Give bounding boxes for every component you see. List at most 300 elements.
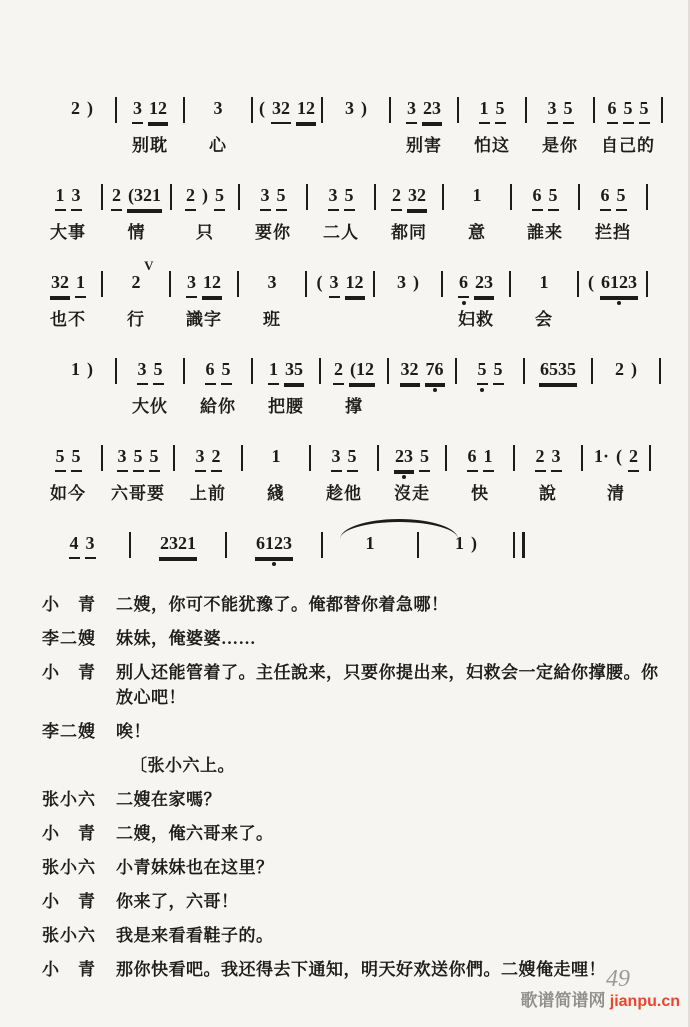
measure-notes bbox=[532, 183, 559, 211]
barline bbox=[659, 358, 661, 384]
note: ( bbox=[316, 272, 323, 292]
lyric: 大事 bbox=[50, 223, 86, 242]
measure bbox=[516, 270, 572, 330]
dialogue-row bbox=[42, 592, 670, 617]
lyric: 清 bbox=[607, 484, 625, 503]
speech-text: 二嫂，你可不能犹豫了。俺都替你着急哪！ bbox=[116, 595, 449, 614]
measure-notes bbox=[454, 531, 478, 559]
note: 23 bbox=[422, 96, 442, 124]
barline bbox=[241, 445, 243, 471]
dialogue-row bbox=[42, 660, 670, 710]
barline bbox=[251, 358, 253, 384]
lyric: 情 bbox=[127, 223, 146, 242]
speaker-name: 小 青 bbox=[42, 824, 96, 843]
note: ) bbox=[87, 98, 93, 118]
barline bbox=[577, 271, 579, 297]
barline bbox=[661, 97, 663, 123]
note: 5 bbox=[639, 96, 650, 124]
note: 5 bbox=[616, 183, 627, 211]
note: 2 bbox=[71, 98, 80, 118]
note: 3 bbox=[331, 444, 342, 472]
note: 6 bbox=[467, 444, 478, 472]
note: 32 bbox=[271, 96, 291, 124]
measure-notes bbox=[205, 357, 232, 385]
speaker-name: 张小六 bbox=[42, 790, 96, 809]
note: 3 bbox=[132, 96, 143, 124]
note: 1 bbox=[365, 533, 375, 553]
music-line bbox=[40, 444, 668, 504]
barline bbox=[306, 184, 308, 210]
measure-notes bbox=[614, 357, 638, 385]
note: 1 bbox=[455, 533, 464, 553]
lyric: 别耽 bbox=[132, 136, 168, 155]
double-barline bbox=[513, 532, 525, 558]
measure bbox=[452, 444, 508, 504]
note: 1 bbox=[472, 185, 482, 205]
lyric: 怕这 bbox=[474, 136, 510, 155]
measure bbox=[384, 444, 440, 504]
barline bbox=[374, 184, 376, 210]
note: 76 bbox=[425, 357, 445, 385]
note: 5 bbox=[149, 444, 160, 472]
measure bbox=[122, 357, 178, 417]
measure-notes bbox=[331, 444, 358, 472]
barline bbox=[389, 97, 391, 123]
lyric: 上前 bbox=[190, 484, 226, 503]
measure bbox=[248, 444, 304, 504]
speaker-name: 小 青 bbox=[42, 960, 96, 979]
measure-notes bbox=[50, 270, 86, 298]
measure-notes bbox=[328, 183, 355, 211]
note: 2 bbox=[211, 444, 222, 472]
measure-notes bbox=[365, 531, 376, 559]
note: 3 bbox=[406, 96, 417, 124]
note: 6 bbox=[600, 183, 611, 211]
measure-notes bbox=[111, 183, 162, 211]
barline bbox=[525, 97, 527, 123]
note: 1 bbox=[483, 444, 494, 472]
note: 2 bbox=[111, 183, 122, 211]
measure-notes bbox=[186, 270, 222, 298]
lyric: 意 bbox=[468, 223, 486, 242]
note: 12 bbox=[148, 96, 168, 124]
measure bbox=[244, 270, 300, 330]
note: 5 bbox=[419, 444, 430, 472]
measure-notes bbox=[539, 270, 550, 298]
lyric: 把腰 bbox=[268, 397, 304, 416]
watermark-site-name: 歌谱简谱网 bbox=[520, 991, 606, 1010]
measure bbox=[313, 183, 369, 243]
measure-notes bbox=[479, 96, 506, 124]
measure-notes bbox=[268, 357, 304, 385]
note: 6 bbox=[607, 96, 618, 124]
speaker-name: 张小六 bbox=[42, 926, 96, 945]
note: 1 bbox=[268, 357, 279, 385]
measure bbox=[328, 96, 384, 124]
barline bbox=[441, 271, 443, 297]
barline bbox=[445, 445, 447, 471]
speech-text: 唉！ bbox=[116, 722, 151, 741]
dialogue-row bbox=[42, 626, 670, 651]
watermark-site-url: jianpu.cn bbox=[609, 993, 680, 1010]
barline bbox=[581, 445, 583, 471]
measure-notes bbox=[69, 531, 96, 559]
barline bbox=[649, 445, 651, 471]
measure bbox=[326, 357, 382, 417]
measure bbox=[177, 183, 233, 243]
measure-notes bbox=[593, 444, 639, 472]
dialogue-row bbox=[42, 821, 670, 846]
note: 5 bbox=[221, 357, 232, 385]
stage-direction bbox=[42, 753, 670, 778]
barline bbox=[101, 445, 103, 471]
barline bbox=[513, 445, 515, 471]
measure bbox=[316, 444, 372, 504]
lyric: 撑 bbox=[345, 397, 363, 416]
note: 3 bbox=[329, 270, 340, 298]
note: 3 bbox=[547, 96, 558, 124]
note: 3 bbox=[260, 183, 271, 211]
music-line bbox=[40, 270, 668, 330]
measure bbox=[396, 96, 452, 156]
measure-notes bbox=[55, 183, 82, 211]
measure-notes bbox=[391, 183, 427, 211]
barline bbox=[523, 358, 525, 384]
measure-notes bbox=[535, 444, 562, 472]
barline bbox=[510, 184, 512, 210]
measure-notes bbox=[258, 96, 316, 124]
measure bbox=[381, 183, 437, 243]
measure-notes bbox=[396, 270, 420, 298]
note: 2 V bbox=[131, 270, 142, 296]
note: ( bbox=[616, 446, 622, 466]
measure-notes bbox=[137, 357, 164, 385]
lyric: 給你 bbox=[200, 397, 236, 416]
note: 3 bbox=[551, 444, 562, 472]
note: 6 bbox=[205, 357, 216, 385]
measure-notes bbox=[600, 183, 627, 211]
speech-text: 二嫂在家嗎？ bbox=[116, 790, 221, 809]
note: 3 bbox=[267, 272, 277, 292]
note: 6535 bbox=[539, 357, 577, 385]
measure bbox=[180, 444, 236, 504]
measure bbox=[54, 96, 110, 124]
measure bbox=[54, 357, 110, 385]
lyric: 也不 bbox=[50, 310, 86, 329]
barline bbox=[115, 358, 117, 384]
note: ) bbox=[87, 359, 93, 379]
barline bbox=[305, 271, 307, 297]
measure bbox=[190, 357, 246, 417]
dialogue-row bbox=[42, 719, 670, 744]
measure bbox=[136, 531, 220, 559]
note: 1 bbox=[539, 272, 549, 292]
note: ) bbox=[202, 185, 208, 205]
lyric: 說 bbox=[539, 484, 557, 503]
measure-notes bbox=[70, 96, 94, 124]
speaker-name: 小 青 bbox=[42, 892, 96, 911]
barline bbox=[237, 271, 239, 297]
barline bbox=[321, 532, 323, 558]
measure bbox=[464, 96, 520, 156]
note: 3 bbox=[397, 272, 406, 292]
measure bbox=[588, 444, 644, 504]
measure-notes bbox=[213, 96, 224, 124]
note: (12 bbox=[349, 357, 375, 385]
note: 4 bbox=[69, 531, 80, 559]
barline bbox=[225, 532, 227, 558]
note: 5 bbox=[344, 183, 355, 211]
measure-notes bbox=[159, 531, 197, 559]
measure-notes bbox=[185, 183, 225, 211]
lyric: 都同 bbox=[391, 223, 427, 242]
barline bbox=[319, 358, 321, 384]
lyric: 綫 bbox=[267, 484, 285, 503]
note: 12 bbox=[296, 96, 316, 124]
measure-notes bbox=[406, 96, 442, 124]
barline bbox=[251, 97, 253, 123]
barline bbox=[169, 271, 171, 297]
measure bbox=[258, 357, 314, 417]
dialogue-row bbox=[42, 957, 670, 982]
measure bbox=[530, 357, 586, 385]
note: 12 bbox=[345, 270, 365, 298]
note: 32 bbox=[407, 183, 427, 211]
note: 5 bbox=[133, 444, 144, 472]
speaker-name: 小 青 bbox=[42, 663, 96, 682]
barline bbox=[646, 271, 648, 297]
note: 5 bbox=[495, 96, 506, 124]
note: 3 bbox=[195, 444, 206, 472]
note: 2 bbox=[391, 183, 402, 211]
music-line bbox=[40, 531, 668, 559]
barline bbox=[455, 358, 457, 384]
speech-text: 那你快看吧。我还得去下通知，明天好欢送你們。二嫂俺走哩！ bbox=[116, 960, 606, 979]
note: 23 bbox=[474, 270, 494, 298]
music-line bbox=[54, 357, 668, 417]
speech-text: 妹妹，俺婆婆…… bbox=[116, 629, 256, 648]
note: 5 bbox=[548, 183, 559, 211]
speaker-name: 李二嫂 bbox=[42, 629, 96, 648]
note: (321 bbox=[127, 183, 162, 211]
measure-notes bbox=[458, 270, 494, 298]
measure-notes bbox=[607, 96, 650, 124]
note: 1· bbox=[593, 446, 609, 466]
note: 5 bbox=[623, 96, 634, 124]
note: 3 bbox=[213, 98, 223, 118]
note: 3 bbox=[186, 270, 197, 298]
measure bbox=[532, 96, 588, 156]
barline bbox=[593, 97, 595, 123]
note: 2 bbox=[535, 444, 546, 472]
barline bbox=[457, 97, 459, 123]
note: 5 bbox=[493, 357, 504, 385]
measure bbox=[394, 357, 450, 385]
measure bbox=[600, 96, 656, 156]
measure-notes bbox=[539, 357, 577, 385]
lyric: 趁他 bbox=[326, 484, 362, 503]
tie-arc bbox=[340, 519, 458, 539]
note: 1 bbox=[55, 183, 66, 211]
barline bbox=[101, 184, 103, 210]
note: 5 bbox=[276, 183, 287, 211]
barline bbox=[373, 271, 375, 297]
note: 23 bbox=[394, 444, 414, 472]
barline bbox=[509, 271, 511, 297]
speech-text: 二嫂，俺六哥来了。 bbox=[116, 824, 274, 843]
lyric: 别害 bbox=[406, 136, 442, 155]
measure-notes bbox=[195, 444, 222, 472]
note: 35 bbox=[284, 357, 304, 385]
measure-notes bbox=[55, 444, 82, 472]
note: 3 bbox=[328, 183, 339, 211]
note: 5 bbox=[71, 444, 82, 472]
measure-notes bbox=[132, 96, 168, 124]
speech-text: 你来了，六哥！ bbox=[116, 892, 239, 911]
note: ( bbox=[588, 272, 594, 292]
note: ) bbox=[361, 98, 367, 118]
lyric: 誰来 bbox=[527, 223, 563, 242]
measure-notes bbox=[267, 270, 278, 298]
note: 6123 bbox=[600, 270, 638, 298]
note: 6123 bbox=[255, 531, 293, 559]
barline bbox=[646, 184, 648, 210]
lyric: 如今 bbox=[50, 484, 86, 503]
lyric: 行 bbox=[127, 310, 145, 329]
barline bbox=[591, 358, 593, 384]
lyric: 心 bbox=[209, 136, 227, 155]
barline bbox=[309, 445, 311, 471]
measure bbox=[232, 531, 316, 559]
barline bbox=[101, 271, 103, 297]
measure-notes bbox=[316, 270, 365, 298]
measure-notes bbox=[117, 444, 160, 472]
measure bbox=[245, 183, 301, 243]
note: 3 bbox=[345, 98, 354, 118]
note: 5 bbox=[477, 357, 488, 385]
measure bbox=[108, 444, 168, 504]
measure-notes bbox=[260, 183, 287, 211]
page-number: 49 bbox=[606, 966, 630, 992]
speaker-name: 李二嫂 bbox=[42, 722, 96, 741]
measure bbox=[108, 270, 164, 330]
note: 1 bbox=[479, 96, 490, 124]
note: 2 bbox=[615, 359, 624, 379]
dialogue-row bbox=[42, 889, 670, 914]
dialogue-row bbox=[42, 923, 670, 948]
note: 32 bbox=[400, 357, 420, 385]
measure-notes bbox=[255, 531, 293, 559]
lyric: 拦挡 bbox=[595, 223, 631, 242]
measure bbox=[40, 270, 96, 330]
measure-notes bbox=[70, 357, 94, 385]
note: 2 bbox=[185, 183, 196, 211]
note: ) bbox=[631, 359, 637, 379]
measure-notes bbox=[271, 444, 282, 472]
measure bbox=[517, 183, 573, 243]
measure bbox=[449, 183, 505, 243]
music-line bbox=[54, 96, 668, 156]
measure-notes bbox=[547, 96, 574, 124]
lyric: 会 bbox=[535, 310, 553, 329]
note: 12 bbox=[202, 270, 222, 298]
lyric: 是你 bbox=[542, 136, 578, 155]
note: 6 bbox=[532, 183, 543, 211]
measure bbox=[40, 531, 124, 559]
measure bbox=[108, 183, 165, 243]
barline bbox=[173, 445, 175, 471]
barline bbox=[183, 97, 185, 123]
note: ) bbox=[471, 533, 477, 553]
speaker-name: 张小六 bbox=[42, 858, 96, 877]
speech-text: 别人还能管着了。主任說来，只要你提出来，妇救会一定給你撑腰。你放心吧！ bbox=[116, 663, 659, 707]
measure bbox=[122, 96, 178, 156]
measure-notes bbox=[394, 444, 430, 472]
measure bbox=[176, 270, 232, 330]
note: 6 bbox=[458, 270, 469, 298]
barline bbox=[387, 358, 389, 384]
note: 5 bbox=[153, 357, 164, 385]
note: 3 bbox=[117, 444, 128, 472]
barline bbox=[238, 184, 240, 210]
note: 5 bbox=[55, 444, 66, 472]
lyric: 六哥要 bbox=[111, 484, 165, 503]
barline bbox=[377, 445, 379, 471]
note: 5 bbox=[347, 444, 358, 472]
measure bbox=[584, 270, 641, 298]
barline bbox=[321, 97, 323, 123]
speaker-name bbox=[42, 753, 116, 778]
measure bbox=[585, 183, 641, 243]
measure-notes bbox=[467, 444, 494, 472]
measure bbox=[448, 270, 504, 330]
barline bbox=[170, 184, 172, 210]
note: 3 bbox=[85, 531, 96, 559]
lyric: 班 bbox=[263, 310, 281, 329]
lyric: 快 bbox=[471, 484, 489, 503]
speaker-name: 小 青 bbox=[42, 595, 96, 614]
measure bbox=[190, 96, 246, 156]
lyric: 妇救 bbox=[458, 310, 494, 329]
barline bbox=[115, 97, 117, 123]
measure-notes bbox=[333, 357, 375, 385]
measure bbox=[40, 444, 96, 504]
note: 1 bbox=[71, 359, 80, 379]
measure bbox=[380, 270, 436, 298]
lyric: 二人 bbox=[323, 223, 359, 242]
music-line bbox=[40, 183, 668, 243]
measure-notes bbox=[400, 357, 445, 385]
measure bbox=[258, 96, 316, 124]
measure bbox=[598, 357, 654, 385]
note: 5 bbox=[214, 183, 225, 211]
measure bbox=[40, 183, 96, 243]
note: 1 bbox=[75, 270, 86, 298]
measure bbox=[520, 444, 576, 504]
note: 1 bbox=[271, 446, 281, 466]
measure-notes bbox=[477, 357, 504, 385]
note: 32 bbox=[50, 270, 70, 298]
dialogue-row bbox=[42, 855, 670, 880]
measure-notes bbox=[344, 96, 368, 124]
lyric: 只 bbox=[196, 223, 214, 242]
note: 2 bbox=[628, 444, 639, 472]
barline bbox=[442, 184, 444, 210]
dialogue-row bbox=[42, 787, 670, 812]
speech-text: 小青妹妹也在这里？ bbox=[116, 858, 274, 877]
speech-text: 我是来看看鞋子的。 bbox=[116, 926, 274, 945]
lyric: 要你 bbox=[255, 223, 291, 242]
